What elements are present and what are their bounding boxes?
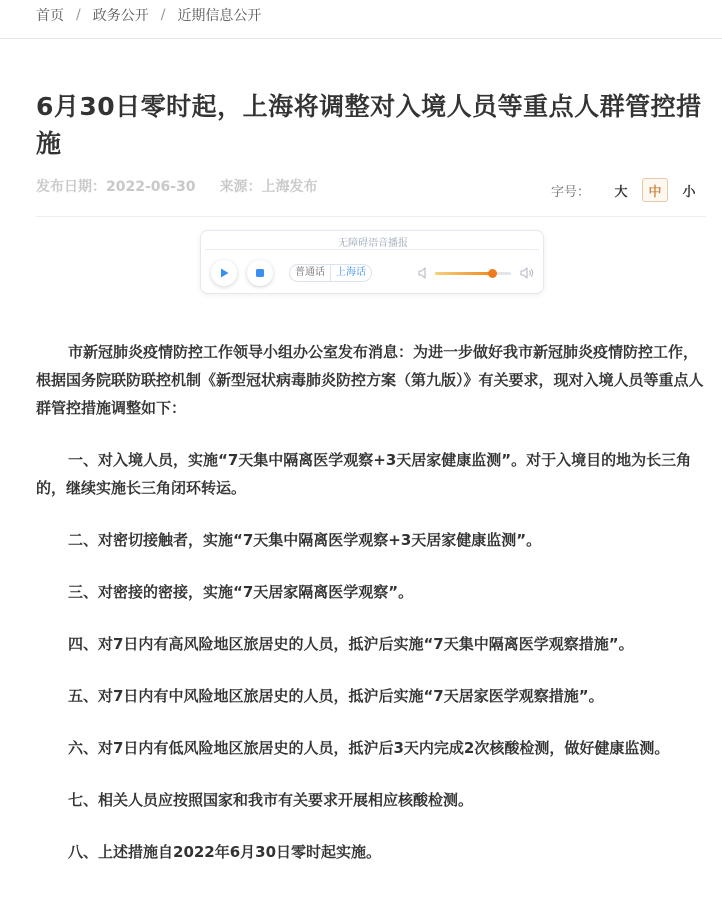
article-title: 6月30日零时起，上海将调整对入境人员等重点人群管控措施 <box>36 92 702 158</box>
font-size-switcher <box>551 178 702 202</box>
publish-date: 发布日期：2022-06-30 <box>36 179 196 195</box>
volume-slider-handle[interactable] <box>488 269 497 278</box>
article-paragraph-item-7: 七、相关人员应按照国家和我市有关要求开展相应核酸检测。 <box>68 791 474 809</box>
breadcrumb-separator: / <box>76 7 81 23</box>
article-paragraph-item-6: 六、对7日内有低风险地区旅居史的人员，抵沪后3天内完成2次核酸检测，做好健康监测。 <box>68 739 670 757</box>
font-size-large-button[interactable]: 大 <box>614 184 628 200</box>
play-icon <box>218 267 230 279</box>
article-meta <box>36 176 342 196</box>
stop-button[interactable] <box>247 260 273 286</box>
header-divider <box>0 38 722 39</box>
audio-player <box>200 230 544 294</box>
font-size-medium-button[interactable]: 中 <box>642 178 668 202</box>
breadcrumb <box>36 4 261 26</box>
language-toggle <box>289 264 372 282</box>
volume-slider-fill <box>435 272 492 275</box>
volume-slider[interactable] <box>435 272 511 275</box>
breadcrumb-home-link[interactable]: 首页 <box>36 8 64 24</box>
article-paragraph-item-4: 四、对7日内有高风险地区旅居史的人员，抵沪后实施“7天集中隔离医学观察措施”。 <box>68 635 634 653</box>
meta-divider <box>36 216 706 217</box>
font-size-small-button[interactable]: 小 <box>682 184 696 200</box>
article-body <box>36 338 706 890</box>
audio-player-divider <box>205 249 539 250</box>
article-paragraph-item-5: 五、对7日内有中风险地区旅居史的人员，抵沪后实施“7天居家医学观察措施”。 <box>68 687 604 705</box>
audio-player-title: 无障碍语音播报 <box>338 238 408 249</box>
article-paragraph-item-3: 三、对密接的密接，实施“7天居家隔离医学观察”。 <box>68 583 414 601</box>
breadcrumb-government-affairs-link[interactable]: 政务公开 <box>92 8 149 24</box>
language-mandarin-option[interactable]: 普通话 <box>290 265 331 281</box>
article-paragraph-item-1: 一、对入境人员，实施“7天集中隔离医学观察+3天居家健康监测”。对于入境目的地为长三角的，继续实施长三角闭环转运。 <box>36 451 692 497</box>
article-source: 来源：上海发布 <box>219 179 318 195</box>
font-size-label: 字号： <box>550 184 590 200</box>
breadcrumb-recent-info-link[interactable]: 近期信息公开 <box>177 8 262 24</box>
stop-icon <box>255 268 265 278</box>
play-button[interactable] <box>211 260 237 286</box>
breadcrumb-separator: / <box>160 7 166 23</box>
language-shanghainese-option[interactable]: 上海话 <box>336 267 366 278</box>
article-paragraph-item-8: 八、上述措施自2022年6月30日零时起实施。 <box>68 843 382 861</box>
article-paragraph-item-2: 二、对密切接触者，实施“7天集中隔离医学观察+3天居家健康监测”。 <box>68 531 542 549</box>
volume-high-icon[interactable] <box>519 266 535 280</box>
article-paragraph-intro: 市新冠肺炎疫情防控工作领导小组办公室发布消息：为进一步做好我市新冠肺炎疫情防控工作，根据国务院联防联控机制《新型冠状病毒肺炎防控方案（第九版）》有关要求，现对入境人员等重点人群管控措施调整如下： <box>36 343 704 417</box>
volume-low-icon[interactable] <box>417 266 431 280</box>
